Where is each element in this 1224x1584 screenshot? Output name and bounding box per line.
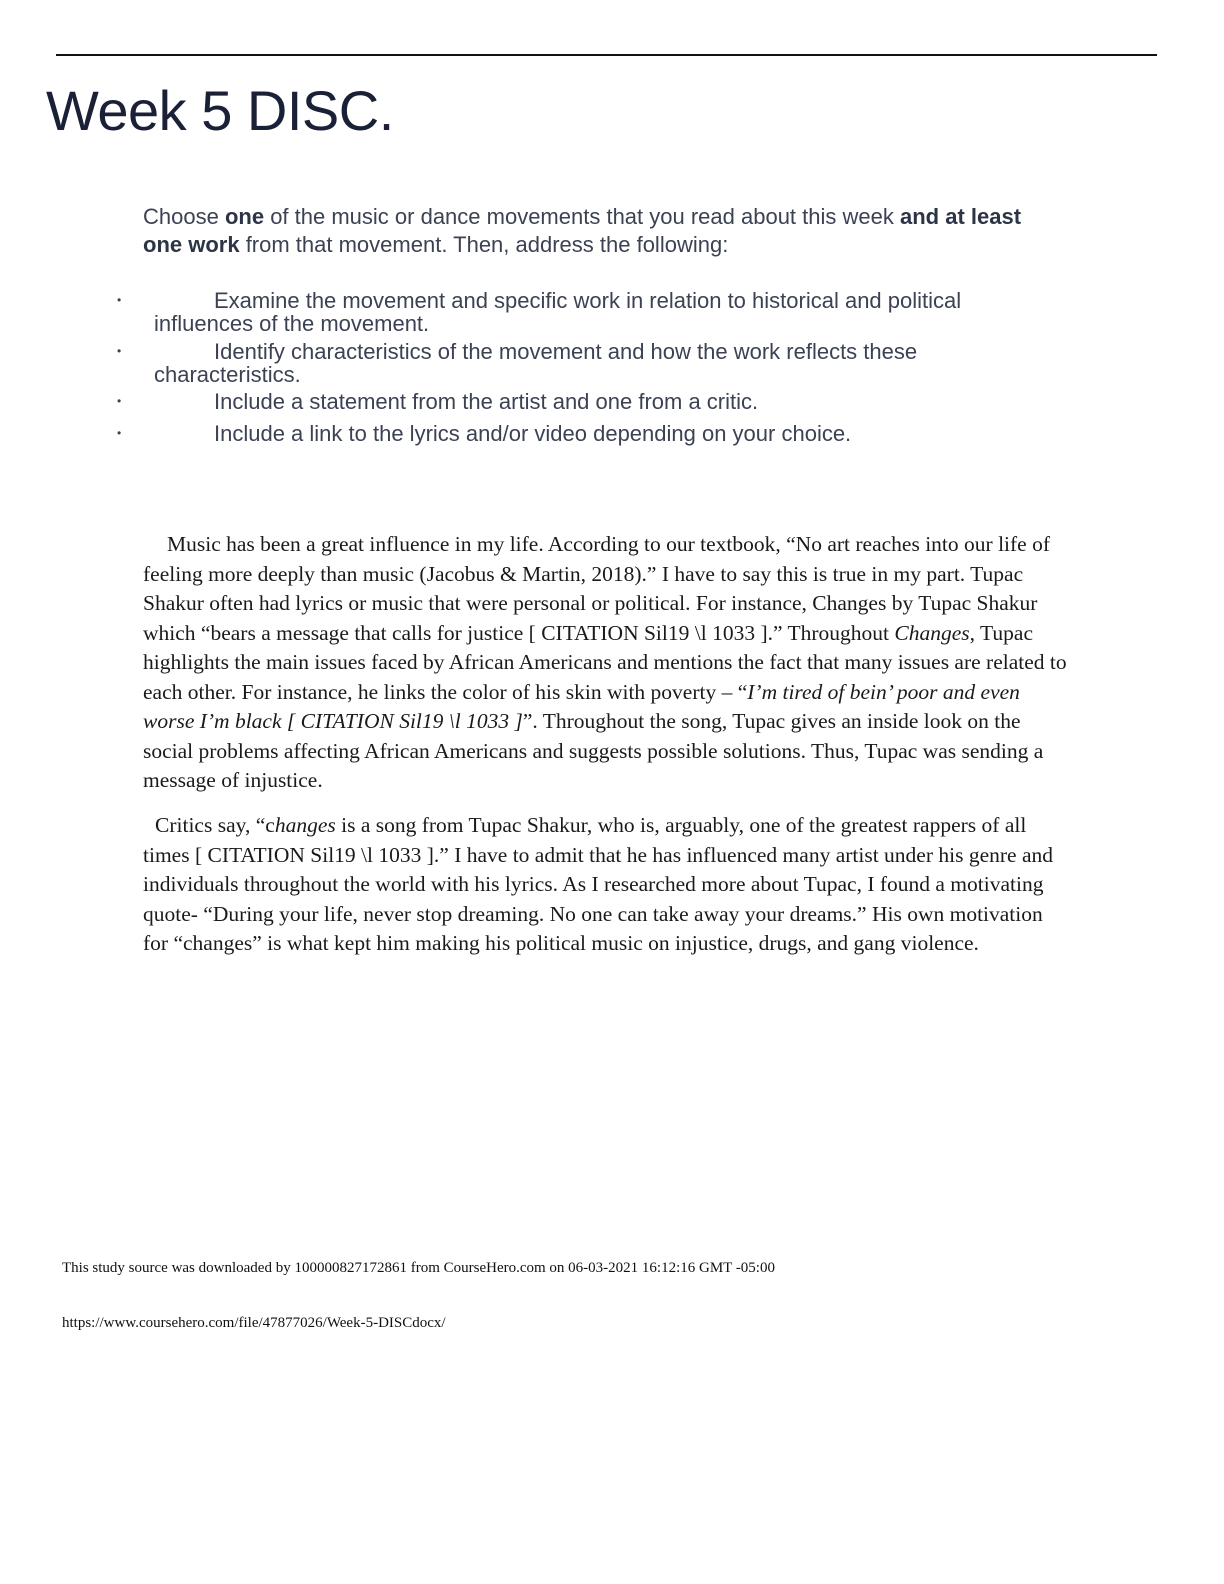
- download-note: This study source was downloaded by 100000827172861 from CourseHero.com on 06-03-2021 16:12:16 GMT -05:00: [62, 1260, 775, 1276]
- prompt-text: of the music or dance movements that you read about this week: [264, 204, 900, 229]
- prompt-emphasis-one: one: [224, 204, 265, 229]
- list-item-text-continued: influences of the movement.: [154, 311, 430, 336]
- list-item-text: Identify characteristics of the movement and how the work reflects these: [214, 339, 918, 364]
- prompt-emphasis-work: and at least one work: [143, 204, 1022, 257]
- paragraph-text: Music has been a great influence in my life. According to our textbook, “No art reaches into our life of feeling more deeply than music (Jacobus & Martin, 2018).” I have to say this is true in my part. Tupac Shakur often had lyrics or music that were personal or political. For instance, Changes by Tupac Shakur which “bears a message that calls for justice [ CITATION Sil19 \l 1033 ].” Throughout: [143, 532, 1051, 645]
- song-title: Changes: [894, 620, 970, 645]
- paragraph-text: ”. Throughout the song, Tupac gives an inside look on the social problems affecting African Americans and suggests possible solutions. Thus, Tupac was sending a message of injustice.: [143, 709, 1044, 792]
- header-rule: [56, 54, 1157, 56]
- song-title: hanges: [274, 813, 336, 837]
- bullet-icon: •: [117, 394, 122, 408]
- paragraph-text: Critics say, “c: [155, 813, 275, 837]
- page-title: Week 5 DISC.: [46, 79, 394, 142]
- bullet-icon: •: [117, 426, 122, 440]
- list-item-text: Examine the movement and specific work in relation to historical and political: [214, 288, 962, 313]
- assignment-prompt: [143, 203, 1043, 259]
- bullet-icon: •: [117, 344, 122, 358]
- list-item-text-continued: characteristics.: [154, 362, 301, 387]
- list-item-text: Include a link to the lyrics and/or video depending on your choice.: [214, 421, 852, 446]
- essay-paragraph-2: [143, 811, 1073, 959]
- paragraph-text: , Tupac highlights the main issues faced by African Americans and mentions the fact that many issues are related to each other. For instance, he links the color of his skin with poverty – “: [143, 620, 1067, 704]
- prompt-text: from that movement. Then, address the following:: [239, 232, 729, 257]
- prompt-text: Choose: [143, 204, 225, 229]
- bullet-icon: •: [117, 293, 122, 307]
- source-url[interactable]: https://www.coursehero.com/file/47877026/Week-5-DISCdocx/: [62, 1315, 446, 1331]
- essay-paragraph-1: [143, 530, 1073, 796]
- lyric-quote: I’m tired of bein’ poor and even worse I’m black [ CITATION Sil19 \l 1033 ]: [143, 679, 1020, 733]
- list-item-text: Include a statement from the artist and one from a critic.: [214, 389, 759, 414]
- paragraph-text: is a song from Tupac Shakur, who is, arguably, one of the greatest rappers of all times [ CITATION Sil19 \l 1033 ].” I have to admit that he has influenced many artist under his genre and individuals throughout the world with his lyrics. As I researched more about Tupac, I found a motivating quote- “During your life, never stop dreaming. No one can take away your dreams.” His own motivation for “changes” is what kept him making his political music on injustice, drugs, and gang violence.: [143, 813, 1054, 955]
